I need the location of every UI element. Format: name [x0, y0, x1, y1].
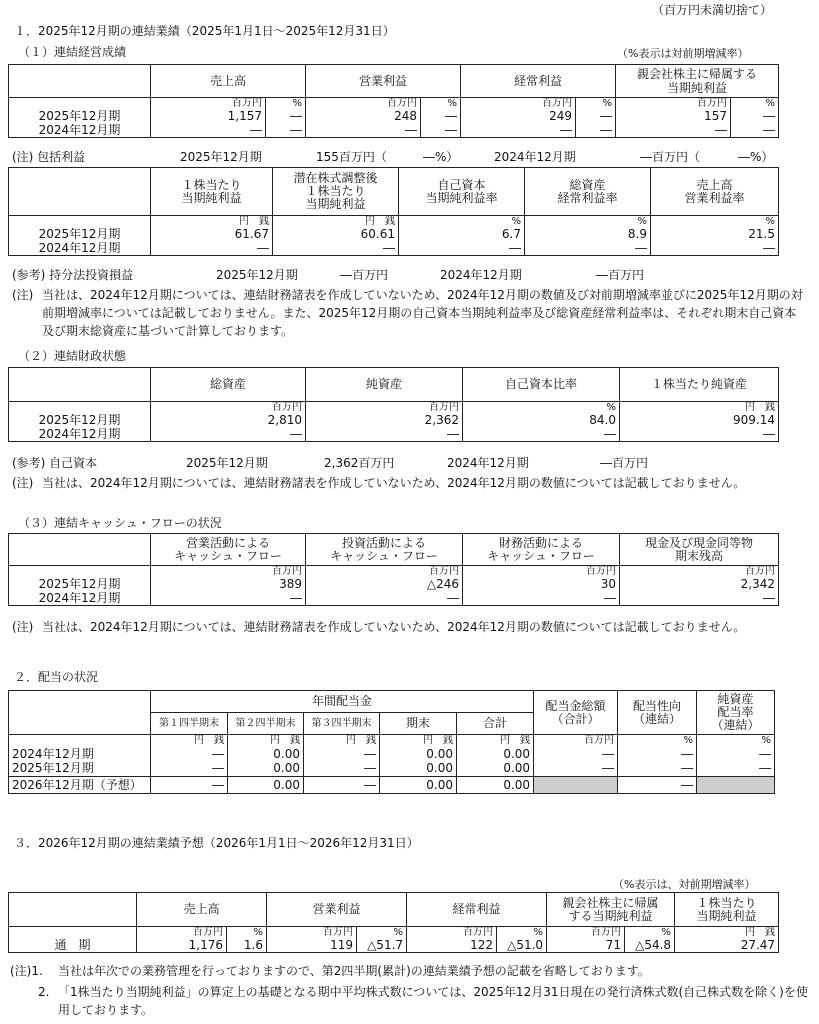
- cell: 0.00: [228, 747, 304, 762]
- note-num: 2.: [38, 985, 50, 999]
- unit: 百万円: [306, 566, 463, 578]
- period-label: 2024年12月期: [494, 150, 576, 164]
- unit: 円 銭: [151, 216, 273, 228]
- header-sales: 売上高: [137, 893, 267, 927]
- unit: %: [651, 216, 779, 228]
- unit: %: [463, 402, 620, 414]
- cell: ―: [151, 428, 306, 442]
- unit: 百万円: [620, 566, 779, 578]
- table-row: [9, 414, 779, 428]
- cell: △54.8: [625, 939, 675, 953]
- cell: 71: [547, 939, 625, 953]
- sub1-title: （１）連結経営成績: [18, 45, 127, 59]
- unit: %: [525, 216, 651, 228]
- unit: 百万円: [463, 566, 620, 578]
- cell: ―: [151, 777, 228, 794]
- cell: ―: [534, 747, 618, 762]
- section2-title: ２．配当の状況: [14, 670, 99, 684]
- unit: 円 銭: [228, 735, 304, 747]
- cell: ―: [697, 762, 775, 777]
- cell: 248: [306, 110, 421, 124]
- s3-pct-note: （%表示は、対前期増減率）: [613, 878, 756, 891]
- header-q2: 第２四半期末: [228, 713, 304, 735]
- header-annual-dividend: 年間配当金: [151, 691, 534, 713]
- unit: 円 銭: [304, 735, 380, 747]
- table-row: [9, 578, 779, 592]
- header-q3: 第３四半期末: [304, 713, 380, 735]
- row-label: 2024年12月期: [9, 592, 151, 606]
- cell: ―: [421, 110, 461, 124]
- header-operating-income: 営業利益: [306, 65, 461, 98]
- cell: ―: [421, 124, 461, 138]
- header-year-end: 期末: [380, 713, 457, 735]
- header-net-income: 親会社株主に帰属する 当期純利益: [616, 65, 779, 98]
- cell: ―: [616, 124, 731, 138]
- cell: ―: [620, 428, 779, 442]
- note-label: (注): [12, 288, 34, 302]
- header-net-assets: 純資産: [306, 368, 463, 402]
- unit: 円 銭: [675, 927, 779, 939]
- unit: %: [576, 98, 616, 110]
- sub2-title: （２）連結財政状態: [18, 349, 127, 363]
- row-label: 2024年12月期: [9, 428, 151, 442]
- financial-position-table: [8, 367, 779, 442]
- unit: %: [266, 98, 306, 110]
- cell: ―: [151, 242, 273, 256]
- unit: 百万円: [534, 735, 618, 747]
- header-operating-cf: 営業活動による キャッシュ・フロー: [151, 534, 306, 566]
- cell: 1,157: [151, 110, 266, 124]
- cell: 909.14: [620, 414, 779, 428]
- note-text: 当社は、2024年12月期については、連結財務諸表を作成していないため、2024年12月期の数値については記載しておりません。: [42, 620, 746, 634]
- value: ―百万円（: [640, 150, 701, 164]
- table-row: [9, 242, 779, 256]
- row-label: 2025年12月期: [9, 414, 151, 428]
- table-row: [9, 228, 779, 242]
- unit: %: [697, 735, 775, 747]
- header-net-income: 親会社株主に帰属 する当期純利益: [547, 893, 675, 927]
- table-row: [9, 777, 775, 794]
- cell: 1,176: [137, 939, 227, 953]
- unit: %: [399, 216, 525, 228]
- cell: ―: [399, 242, 525, 256]
- unit: 円 銭: [620, 402, 779, 414]
- cell: △246: [306, 578, 463, 592]
- header-q1: 第１四半期末: [151, 713, 228, 735]
- unit: 円 銭: [380, 735, 457, 747]
- cell: 60.61: [273, 228, 399, 242]
- cell: ―: [151, 747, 228, 762]
- note-label: (注): [12, 476, 34, 490]
- unit: %: [227, 927, 267, 939]
- comprehensive-income-label: (注) 包括利益: [12, 150, 86, 164]
- cell-shaded: [534, 777, 618, 794]
- unit: 円 銭: [457, 735, 534, 747]
- cell: 6.7: [399, 228, 525, 242]
- header-equity-ratio: 自己資本比率: [463, 368, 620, 402]
- cell: 61.67: [151, 228, 273, 242]
- unit: %: [357, 927, 407, 939]
- cell: ―: [618, 762, 697, 777]
- header-eps: １株当たり 当期純利益: [675, 893, 779, 927]
- cell: ―: [618, 747, 697, 762]
- cell: ―: [618, 777, 697, 794]
- cell: ―: [463, 428, 620, 442]
- row-label: 通 期: [9, 939, 137, 953]
- header-eps: １株当たり 当期純利益: [151, 168, 273, 216]
- value: ―百万円: [600, 456, 649, 470]
- unit: 百万円: [461, 98, 576, 110]
- header-total: 合計: [457, 713, 534, 735]
- unit: %: [625, 927, 675, 939]
- section3-title: ３．2026年12月期の連結業績予想（2026年1月1日～2026年12月31日）: [14, 836, 419, 850]
- cell: ―: [151, 124, 266, 138]
- header-bps: １株当たり純資産: [620, 368, 779, 402]
- header-investing-cf: 投資活動による キャッシュ・フロー: [306, 534, 463, 566]
- cell: ―: [731, 124, 779, 138]
- row-label: 2026年12月期（予想）: [9, 777, 151, 794]
- header-doe: 純資産 配当率 （連結）: [697, 691, 775, 735]
- header-financing-cf: 財務活動による キャッシュ・フロー: [463, 534, 620, 566]
- unit: 百万円: [407, 927, 497, 939]
- table-row: [9, 592, 779, 606]
- unit: 百万円: [306, 402, 463, 414]
- header-total-dividend: 配当金総額 （合計）: [534, 691, 618, 735]
- unit: 百万円: [151, 566, 306, 578]
- cell: ―: [697, 747, 775, 762]
- note-text: 当社は、2024年12月期については、連結財務諸表を作成していないため、2024年12月期の数値及び対前期増減率並びに2025年12月期の対前期増減率については記載しておりません。また、2025年12月期の自己資本当期純利益率及び総資産経常利益率は、それぞれ期末自己資本及び期末総資産に基づいて計算しております。: [42, 288, 803, 338]
- row-label: 2025年12月期: [9, 110, 151, 124]
- cell: 389: [151, 578, 306, 592]
- cell: 2,342: [620, 578, 779, 592]
- note-text: 当社は年次での業務管理を行っておりますので、第2四半期(累計)の連結業績予想の記載を省略しております。: [58, 964, 650, 978]
- header-operating-income: 営業利益: [267, 893, 407, 927]
- cell: ―: [151, 762, 228, 777]
- cell: ―: [304, 762, 380, 777]
- operating-results-table: [8, 64, 779, 138]
- period-label: 2024年12月期: [440, 268, 522, 282]
- per-share-table: [8, 167, 779, 256]
- table-row: [9, 428, 779, 442]
- cell: 0.00: [457, 762, 534, 777]
- cell: 2,810: [151, 414, 306, 428]
- header-ordinary-income: 経常利益: [461, 65, 616, 98]
- header-total-assets: 総資産: [151, 368, 306, 402]
- header-payout-ratio: 配当性向 （連結）: [618, 691, 697, 735]
- header-sales: 売上高: [151, 65, 306, 98]
- cell: ―: [534, 762, 618, 777]
- cell: 21.5: [651, 228, 779, 242]
- unit: %: [497, 927, 547, 939]
- section1-title: １．2025年12月期の連結業績（2025年1月1日～2025年12月31日）: [14, 24, 395, 38]
- cell: 0.00: [228, 777, 304, 794]
- unit: 百万円: [267, 927, 357, 939]
- cell: ―: [304, 777, 380, 794]
- corner-cell: [9, 65, 151, 98]
- cell: 157: [616, 110, 731, 124]
- period-label: 2025年12月期: [180, 150, 262, 164]
- header-roe: 自己資本 当期純利益率: [399, 168, 525, 216]
- row-label: 2024年12月期: [9, 242, 151, 256]
- cell: 122: [407, 939, 497, 953]
- cell: ―: [651, 242, 779, 256]
- header-cash-balance: 現金及び現金同等物 期末残高: [620, 534, 779, 566]
- cell: ―: [525, 242, 651, 256]
- cell: 84.0: [463, 414, 620, 428]
- note-label: (注): [12, 620, 34, 634]
- cell: 8.9: [525, 228, 651, 242]
- value: 155百万円（: [316, 150, 387, 164]
- cell: △51.7: [357, 939, 407, 953]
- cell: ―: [266, 124, 306, 138]
- cell: ―: [306, 592, 463, 606]
- unit: 百万円: [547, 927, 625, 939]
- period-label: 2024年12月期: [447, 456, 529, 470]
- header-roa: 総資産 経常利益率: [525, 168, 651, 216]
- value: 2,362百万円: [324, 456, 395, 470]
- unit: 百万円: [137, 927, 227, 939]
- cell: ―: [306, 428, 463, 442]
- cell: ―: [576, 124, 616, 138]
- cell: ―: [151, 592, 306, 606]
- cell: 27.47: [675, 939, 779, 953]
- note-text: 当社は、2024年12月期については、連結財務諸表を作成していないため、2024年12月期の数値については記載しておりません。: [42, 476, 746, 490]
- cell: 249: [461, 110, 576, 124]
- value: ―百万円: [596, 268, 645, 282]
- dividend-table: [8, 690, 775, 794]
- cell: 119: [267, 939, 357, 953]
- table-row: [9, 747, 775, 762]
- unit: 百万円: [306, 98, 421, 110]
- period-label: 2025年12月期: [186, 456, 268, 470]
- cell: ―: [306, 124, 421, 138]
- table-row: [9, 939, 779, 953]
- cell: ―: [463, 592, 620, 606]
- header-operating-margin: 売上高 営業利益率: [651, 168, 779, 216]
- table-row: [9, 124, 779, 138]
- period-label: 2025年12月期: [216, 268, 298, 282]
- unit: %: [421, 98, 461, 110]
- row-label: 2024年12月期: [9, 747, 151, 762]
- unit: %: [618, 735, 697, 747]
- row-label: 2025年12月期: [9, 228, 151, 242]
- header-ordinary-income: 経常利益: [407, 893, 547, 927]
- cell: 0.00: [380, 762, 457, 777]
- cash-flow-table: [8, 533, 779, 606]
- equity-ref-label: (参考) 自己資本: [12, 456, 98, 470]
- note-num: (注)1.: [10, 964, 43, 978]
- unit: %: [731, 98, 779, 110]
- unit: 円 銭: [151, 735, 228, 747]
- row-label: 2024年12月期: [9, 124, 151, 138]
- cell: 0.00: [457, 747, 534, 762]
- sub3-title: （３）連結キャッシュ・フローの状況: [18, 516, 222, 530]
- header-diluted-eps: 潜在株式調整後 １株当たり 当期純利益: [273, 168, 399, 216]
- forecast-table: [8, 892, 779, 953]
- sub1-pct-note: （%表示は対前期増減率）: [617, 47, 749, 60]
- cell: 0.00: [380, 747, 457, 762]
- table-row: [9, 762, 775, 777]
- cell-shaded: [697, 777, 775, 794]
- cell: ―: [461, 124, 576, 138]
- cell: ―: [731, 110, 779, 124]
- unit-note: （百万円未満切捨て）: [652, 3, 773, 17]
- row-label: 2025年12月期: [9, 762, 151, 777]
- value: ―%）: [423, 150, 459, 164]
- table-row: [9, 110, 779, 124]
- unit: 百万円: [151, 402, 306, 414]
- cell: 30: [463, 578, 620, 592]
- equity-method-label: (参考) 持分法投資損益: [12, 268, 134, 282]
- cell: △51.0: [497, 939, 547, 953]
- row-label: 2025年12月期: [9, 578, 151, 592]
- cell: 2,362: [306, 414, 463, 428]
- cell: 1.6: [227, 939, 267, 953]
- unit: 百万円: [616, 98, 731, 110]
- cell: 0.00: [457, 777, 534, 794]
- cell: ―: [266, 110, 306, 124]
- unit: 百万円: [151, 98, 266, 110]
- note-text: 「1株当たり当期純利益」の算定上の基礎となる期中平均株式数については、2025年12月31日現在の発行済株式数(自己株式数を除く)を使用しております。: [58, 985, 808, 1017]
- value: ―%）: [738, 150, 774, 164]
- cell: ―: [620, 592, 779, 606]
- cell: 0.00: [228, 762, 304, 777]
- value: ―百万円: [340, 268, 389, 282]
- cell: ―: [304, 747, 380, 762]
- unit: 円 銭: [273, 216, 399, 228]
- cell: ―: [576, 110, 616, 124]
- cell: 0.00: [380, 777, 457, 794]
- cell: ―: [273, 242, 399, 256]
